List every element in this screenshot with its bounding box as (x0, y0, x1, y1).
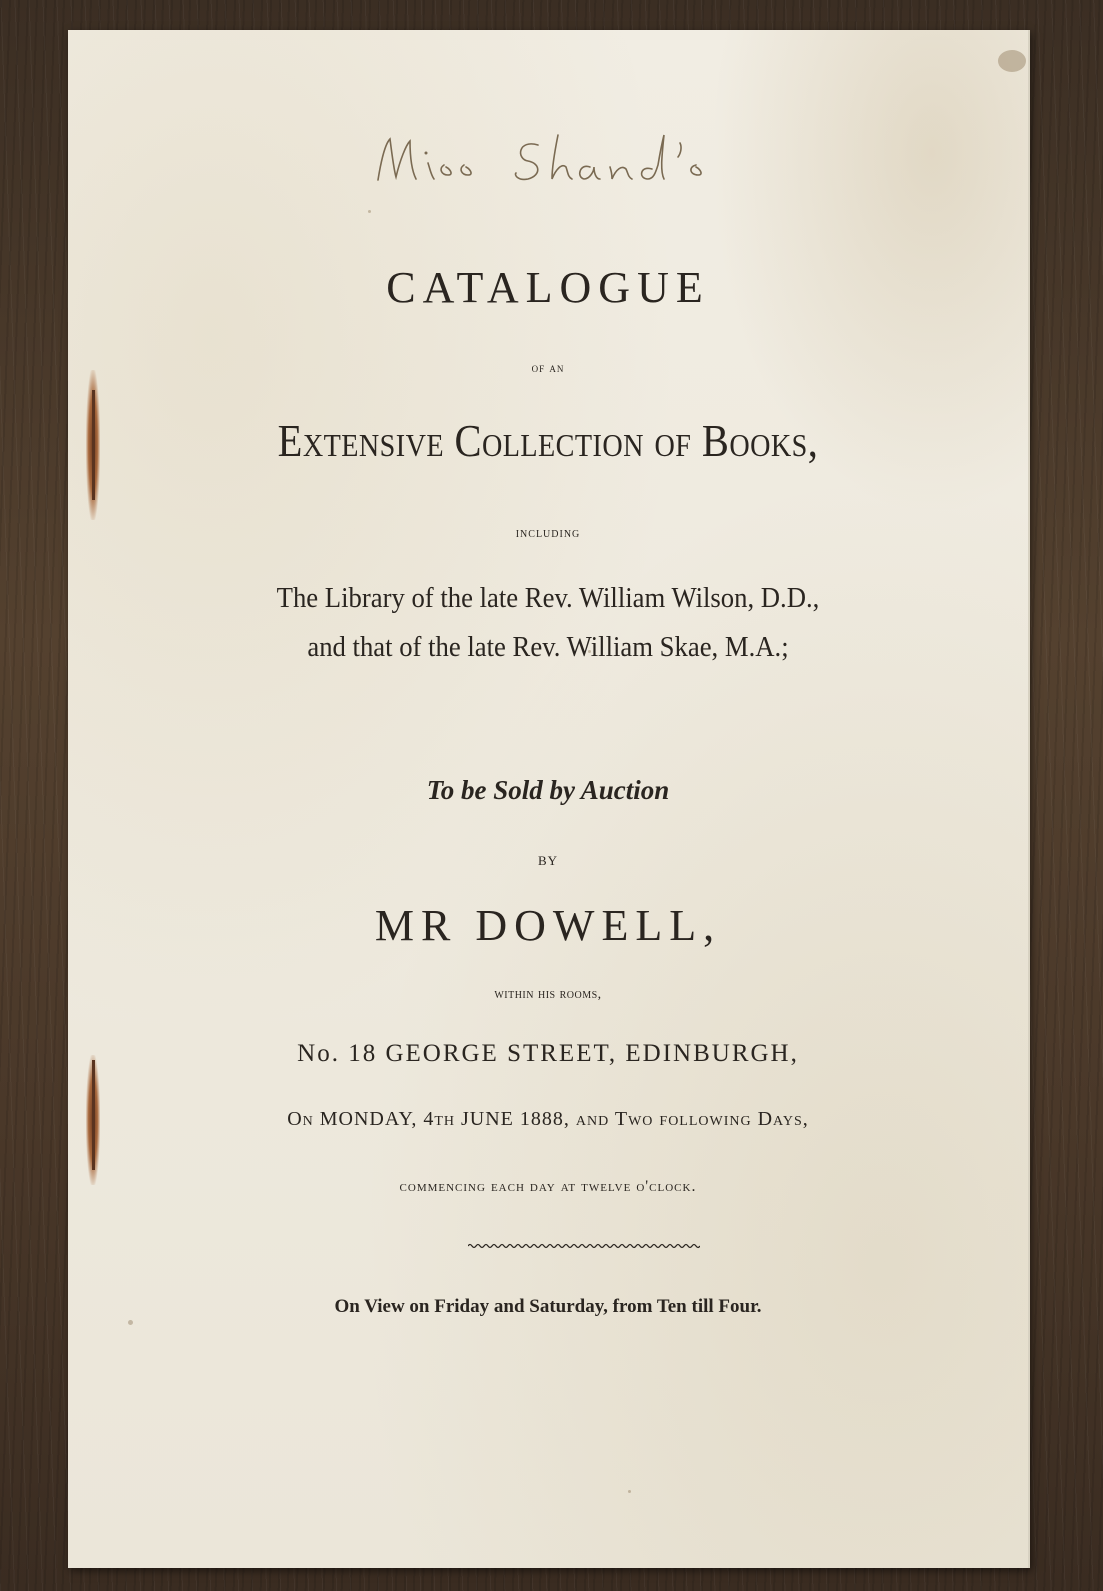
commencing-line: commencing each day at twelve o'clock. (399, 1178, 697, 1195)
auctioneer-name: MR DOWELL, (374, 901, 722, 950)
address-line: No. 18 GEORGE STREET, EDINBURGH, (297, 1040, 799, 1067)
by-text: BY (537, 853, 559, 868)
collection-heading: Extensive Collection of Books, (277, 415, 819, 466)
of-an-text: of an (531, 360, 565, 375)
foxing-spot (128, 1320, 133, 1325)
viewing-notice: On View on Friday and Saturday, from Ten till Four. (334, 1296, 762, 1317)
library-line-2: and that of the late Rev. William Skae, M.A.; (307, 631, 789, 663)
binding-thread-top (92, 390, 95, 500)
foxing-spot (628, 1490, 631, 1493)
sale-notice: To be Sold by Auction (426, 775, 670, 805)
date-line: On MONDAY, 4th JUNE 1888, and Two following Days, (287, 1108, 809, 1130)
within-rooms-text: within his rooms, (494, 987, 602, 1002)
ornamental-divider (468, 1242, 700, 1250)
catalogue-page (68, 30, 1030, 1568)
catalogue-title: CATALOGUE (386, 263, 710, 312)
i-dot (425, 152, 428, 155)
foxing-spot (998, 50, 1026, 72)
foxing-spot (368, 210, 371, 213)
library-line-1: The Library of the late Rev. William Wilson, D.D., (276, 582, 820, 614)
handwritten-signature (368, 125, 728, 195)
including-text: including (515, 526, 581, 541)
